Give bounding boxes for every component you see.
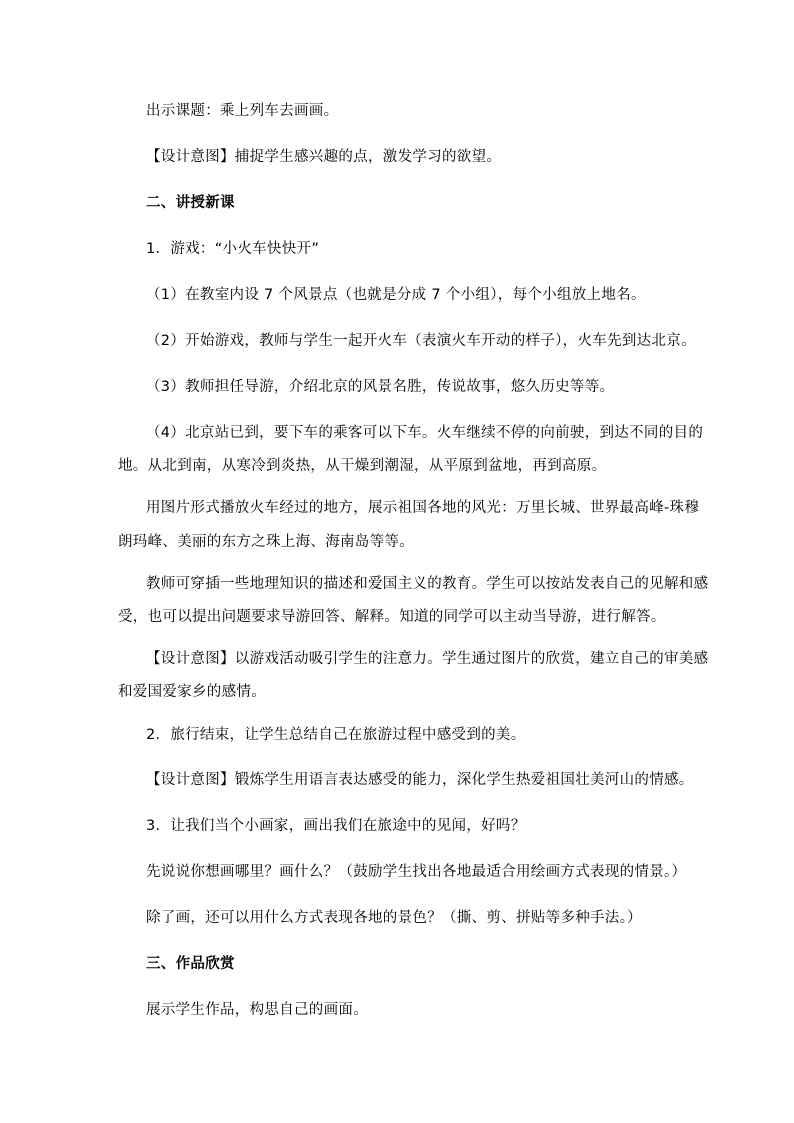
paragraph-what-to-draw: 先说说你想画哪里？画什么？（鼓励学生找出各地最适合用绘画方式表现的情景。） bbox=[146, 864, 687, 880]
paragraph-show-works: 展示学生作品，构思自己的画面。 bbox=[146, 1002, 368, 1018]
list-item-step-4-line-1: （4）北京站已到，要下车的乘客可以下车。火车继续不停的向前驶，到达不同的目的 bbox=[146, 425, 704, 441]
list-item-step-3: （3）教师担任导游，介绍北京的风景名胜，传说故事，悠久历史等等。 bbox=[146, 379, 615, 395]
paragraph-design-intent-2-line-1: 【设计意图】以游戏活动吸引学生的注意力。学生通过图片的欣赏，建立自己的审美感 bbox=[146, 651, 709, 667]
paragraph-design-intent-3: 【设计意图】锻炼学生用语言表达感受的能力，深化学生热爱祖国壮美河山的情感。 bbox=[146, 772, 694, 788]
paragraph-design-intent-1: 【设计意图】捕捉学生感兴趣的点，激发学习的欲望。 bbox=[146, 149, 502, 165]
paragraph-design-intent-2-line-2: 和爱国爱家乡的感情。 bbox=[118, 684, 266, 700]
list-item-trip-end: 2．旅行结束，让学生总结自己在旅游过程中感受到的美。 bbox=[146, 727, 526, 743]
section-heading-appreciation: 三、作品欣赏 bbox=[146, 956, 235, 972]
paragraph-other-methods: 除了画，还可以用什么方式表现各地的景色？（撕、剪、拼贴等多种手法。） bbox=[146, 910, 642, 926]
paragraph-geography-line-2: 受，也可以提出问题要求导游回答、解释。知道的同学可以主动当导游，进行解答。 bbox=[118, 609, 666, 625]
paragraph-pictures-line-2: 朗玛峰、美丽的东方之珠上海、海南岛等等。 bbox=[118, 534, 414, 550]
list-item-step-1: （1）在教室内设 7 个风景点（也就是分成 7 个小组），每个小组放上地名。 bbox=[146, 287, 646, 303]
list-item-little-painter: 3．让我们当个小画家，画出我们在旅途中的见闻，好吗？ bbox=[146, 818, 526, 834]
paragraph-geography-line-1: 教师可穿插一些地理知识的描述和爱国主义的教育。学生可以按站发表自己的见解和感 bbox=[146, 576, 709, 592]
paragraph-pictures-line-1: 用图片形式播放火车经过的地方，展示祖国各地的风光：万里长城、世界最高峰-珠穆 bbox=[146, 500, 700, 516]
list-item-step-2: （2）开始游戏，教师与学生一起开火车（表演火车开动的样子），火车先到达北京。 bbox=[146, 333, 696, 349]
paragraph-show-topic: 出示课题：乘上列车去画画。 bbox=[146, 103, 339, 119]
list-item-step-4-line-2: 地。从北到南，从寒冷到炎热，从干燥到潮湿，从平原到盆地，再到高原。 bbox=[118, 458, 607, 474]
section-heading-new-lesson: 二、讲授新课 bbox=[146, 195, 235, 211]
list-item-game: 1．游戏：“小火车快快开” bbox=[146, 241, 320, 257]
